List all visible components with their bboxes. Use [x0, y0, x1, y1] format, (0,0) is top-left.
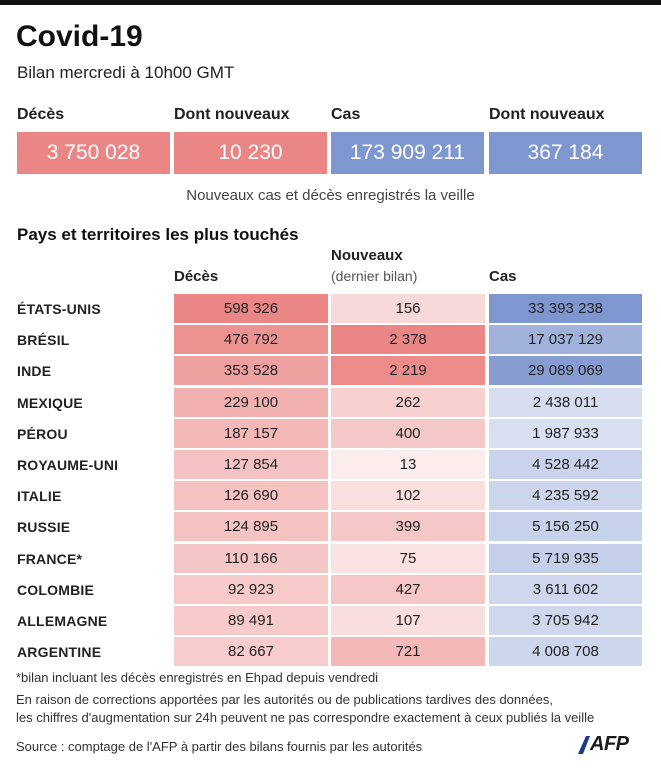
afp-logo-text: AFP: [590, 733, 629, 755]
row-label: RUSSIE: [17, 519, 71, 536]
cases-cell: 33 393 238: [489, 294, 642, 323]
afp-logo-mark-icon: [578, 736, 590, 754]
deaths-cell: 598 326: [174, 294, 328, 323]
deaths-cell: 89 491: [174, 606, 328, 635]
cases-cell: 2 438 011: [489, 388, 642, 417]
note-line-2: les chiffres d'augmentation sur 24h peuvent ne pas correspondre exactement à ceux publiés la veille: [16, 710, 595, 725]
cases-cell: 4 528 442: [489, 450, 642, 479]
row-label: ITALIE: [17, 488, 62, 505]
kpi-new-cases-label: Dont nouveaux: [489, 106, 605, 123]
page-title: Covid-19: [16, 20, 143, 53]
cases-cell: 4 008 708: [489, 637, 642, 666]
cases-cell: 29 089 069: [489, 356, 642, 385]
kpi-note: Nouveaux cas et décès enregistrés la veille: [186, 187, 475, 204]
deaths-cell: 353 528: [174, 356, 328, 385]
kpi-deaths-value: 3 750 028: [17, 132, 170, 174]
cases-cell: 4 235 592: [489, 481, 642, 510]
deaths-cell: 229 100: [174, 388, 328, 417]
new-cell: 102: [331, 481, 485, 510]
deaths-cell: 82 667: [174, 637, 328, 666]
new-cell: 2 219: [331, 356, 485, 385]
row-label: BRÉSIL: [17, 332, 70, 349]
deaths-cell: 124 895: [174, 512, 328, 541]
kpi-new-deaths-label: Dont nouveaux: [174, 106, 290, 123]
column-header-deaths: Décès: [174, 268, 219, 285]
cases-cell: 3 705 942: [489, 606, 642, 635]
cases-cell: 1 987 933: [489, 419, 642, 448]
deaths-cell: 126 690: [174, 481, 328, 510]
cases-cell: 5 719 935: [489, 544, 642, 573]
cases-cell: 17 037 129: [489, 325, 642, 354]
row-label: ARGENTINE: [17, 644, 102, 661]
new-cell: 156: [331, 294, 485, 323]
column-subheader-new: (dernier bilan): [331, 268, 418, 284]
new-cell: 427: [331, 575, 485, 604]
cases-cell: 3 611 602: [489, 575, 642, 604]
kpi-cases-value: 173 909 211: [331, 132, 484, 174]
row-label: COLOMBIE: [17, 581, 95, 598]
row-label: ALLEMAGNE: [17, 613, 108, 629]
page-subtitle: Bilan mercredi à 10h00 GMT: [17, 63, 235, 82]
row-label: ÉTATS-UNIS: [17, 301, 101, 317]
deaths-cell: 127 854: [174, 450, 328, 479]
new-cell: 400: [331, 419, 485, 448]
note-line-1: En raison de corrections apportées par les autorités ou de publications tardives des données,: [16, 692, 553, 707]
new-cell: 2 378: [331, 325, 485, 354]
column-header-cases: Cas: [489, 268, 517, 285]
deaths-cell: 187 157: [174, 419, 328, 448]
new-cell: 721: [331, 637, 485, 666]
table-title: Pays et territoires les plus touchés: [17, 225, 299, 244]
kpi-cases-label: Cas: [331, 106, 361, 123]
footnote: *bilan incluant les décès enregistrés en Ehpad depuis vendredi: [16, 670, 379, 685]
kpi-new-cases-value: 367 184: [489, 132, 642, 174]
new-cell: 262: [331, 388, 485, 417]
new-cell: 107: [331, 606, 485, 635]
column-header-new: Nouveaux: [331, 247, 403, 264]
kpi-new-deaths-value: 10 230: [174, 132, 327, 174]
row-label: INDE: [17, 363, 52, 380]
row-label: ROYAUME-UNI: [17, 457, 119, 473]
row-label: PÉROU: [17, 425, 68, 442]
row-label: MEXIQUE: [17, 394, 83, 411]
deaths-cell: 92 923: [174, 575, 328, 604]
new-cell: 13: [331, 450, 485, 479]
source-text: Source : comptage de l'AFP à partir des bilans fournis par les autorités: [16, 739, 423, 754]
new-cell: 75: [331, 544, 485, 573]
new-cell: 399: [331, 512, 485, 541]
kpi-deaths-label: Décès: [17, 106, 65, 123]
deaths-cell: 110 166: [174, 544, 328, 573]
row-label: FRANCE*: [17, 550, 83, 567]
cases-cell: 5 156 250: [489, 512, 642, 541]
deaths-cell: 476 792: [174, 325, 328, 354]
afp-logo: [578, 733, 629, 756]
